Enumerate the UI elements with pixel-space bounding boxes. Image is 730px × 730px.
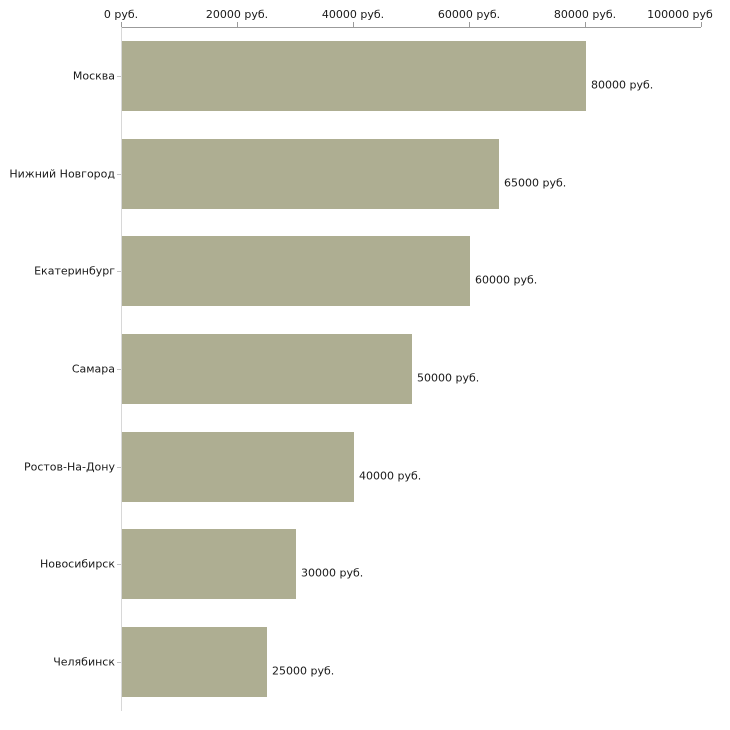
bar[interactable] bbox=[122, 41, 586, 111]
bar-value-label: 65000 руб. bbox=[504, 176, 567, 190]
bar[interactable] bbox=[122, 529, 296, 599]
x-tick-label: 0 руб. bbox=[103, 8, 139, 21]
bar-value-label: 40000 руб. bbox=[359, 469, 422, 483]
bar[interactable] bbox=[122, 334, 412, 404]
y-axis-label: Ростов-На-Дону bbox=[23, 460, 115, 474]
y-axis-label: Самара bbox=[71, 362, 115, 376]
bar[interactable] bbox=[122, 236, 470, 306]
x-tick-label: 40000 руб. bbox=[321, 8, 385, 21]
x-tick-label: 100000 руб bbox=[647, 8, 713, 21]
bar[interactable] bbox=[122, 627, 267, 697]
bar-value-label: 60000 руб. bbox=[475, 273, 538, 287]
bar[interactable] bbox=[122, 432, 354, 502]
x-tick-label: 60000 руб. bbox=[437, 8, 501, 21]
bars-group bbox=[121, 27, 701, 711]
bar-value-label: 30000 руб. bbox=[301, 566, 364, 580]
y-axis-label: Новосибирск bbox=[39, 557, 115, 571]
x-tick-label: 20000 руб. bbox=[205, 8, 269, 21]
y-axis-label: Челябинск bbox=[53, 655, 115, 669]
x-tick-label: 80000 руб. bbox=[553, 8, 617, 21]
y-axis-label: Москва bbox=[72, 69, 115, 83]
bar-value-label: 80000 руб. bbox=[591, 78, 654, 92]
bar-value-label: 50000 руб. bbox=[417, 371, 480, 385]
y-axis-label: Екатеринбург bbox=[34, 264, 115, 278]
bar-value-label: 25000 руб. bbox=[272, 664, 335, 678]
y-axis-label: Нижний Новгород bbox=[9, 167, 115, 181]
bar[interactable] bbox=[122, 139, 499, 209]
